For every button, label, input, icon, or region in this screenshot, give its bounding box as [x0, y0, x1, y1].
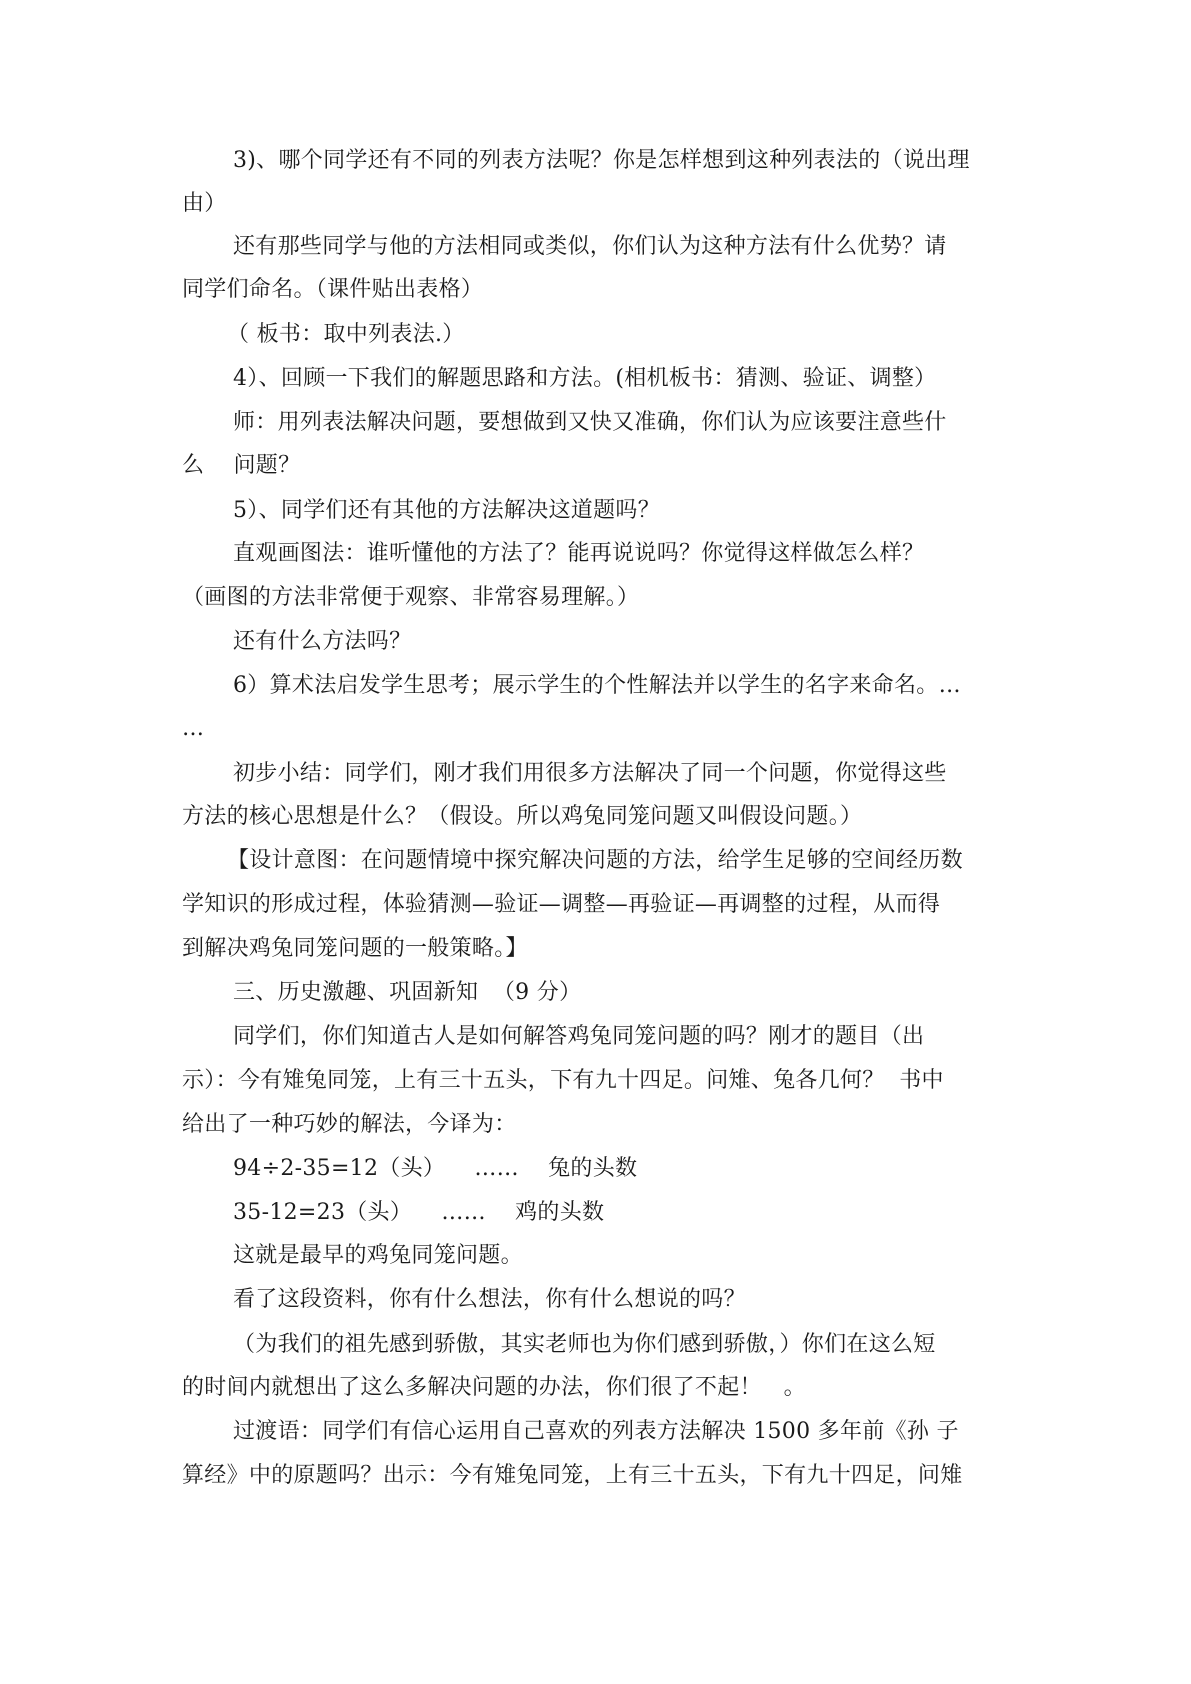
text-line: 算经》中的原题吗？出示：今有雉兔同笼，上有三十五头，下有九十四足，问雉: [182, 1463, 963, 1488]
text-line: 给出了一种巧妙的解法，今译为：: [182, 1112, 517, 1137]
text-line: 4）、回顾一下我们的解题思路和方法。(相机板书：猜测、验证、调整）: [233, 366, 937, 391]
text-line: 6）算术法启发学生思考；展示学生的个性解法并以学生的名字来命名。…: [233, 673, 961, 698]
text-line: 过渡语：同学们有信心运用自己喜欢的列表方法解决 1500 多年前《孙 子: [233, 1419, 959, 1444]
text-line: 的时间内就想出了这么多解决问题的办法，你们很了不起！ 。: [182, 1375, 806, 1400]
design-intent-line: 【设计意图：在问题情境中探究解决问题的方法，给学生足够的空间经历数: [227, 848, 963, 873]
text-line: 还有那些同学与他的方法相同或类似，你们认为这种方法有什么优势？请: [233, 234, 947, 259]
text-line: 由）: [182, 191, 227, 216]
text-line: （ 板书：取中列表法.）: [227, 322, 465, 347]
design-intent-line: 学知识的形成过程，体验猜测—验证—调整—再验证—再调整的过程，从而得: [182, 892, 941, 917]
equation-line: 35-12=23（头） …… 鸡的头数: [233, 1200, 605, 1225]
text-line: 同学们，你们知道古人是如何解答鸡兔同笼问题的吗？刚才的题目（出: [233, 1024, 925, 1049]
text-line: 这就是最早的鸡兔同笼问题。: [233, 1243, 523, 1268]
section-heading: 三、历史激趣、巩固新知 （9 分）: [233, 980, 582, 1005]
text-line: 师：用列表法解决问题，要想做到又快又准确，你们认为应该要注意些什: [233, 410, 947, 435]
text-line: 3)、哪个同学还有不同的列表方法呢？你是怎样想到这种列表法的（说出理: [233, 148, 970, 173]
text-line: 同学们命名。（课件贴出表格）: [182, 277, 484, 302]
equation-line: 94÷2-35=12（头） …… 兔的头数: [233, 1156, 638, 1181]
text-line: 示）：今有雉兔同笼，上有三十五头，下有九十四足。问雉、兔各几何？ 书中: [182, 1068, 944, 1093]
text-line: 直观画图法：谁听懂他的方法了？能再说说吗？你觉得这样做怎么样？: [233, 541, 925, 566]
text-line: （为我们的祖先感到骄傲，其实老师也为你们感到骄傲，）你们在这么短: [233, 1332, 936, 1357]
text-line: （画图的方法非常便于观察、非常容易理解。）: [182, 585, 640, 610]
text-line: 还有什么方法吗？: [233, 629, 412, 654]
text-line: 么 问题？: [182, 453, 301, 478]
text-line: 5）、同学们还有其他的方法解决这道题吗？: [233, 498, 660, 523]
text-line: 初步小结：同学们，刚才我们用很多方法解决了同一个问题，你觉得这些: [233, 761, 947, 786]
design-intent-line: 到解决鸡兔同笼问题的一般策略。】: [182, 936, 528, 961]
text-line: 看了这段资料，你有什么想法，你有什么想说的吗？: [233, 1287, 746, 1312]
text-line: …: [182, 716, 205, 741]
text-line: 方法的核心思想是什么？（假设。所以鸡兔同笼问题又叫假设问题。）: [182, 804, 863, 829]
